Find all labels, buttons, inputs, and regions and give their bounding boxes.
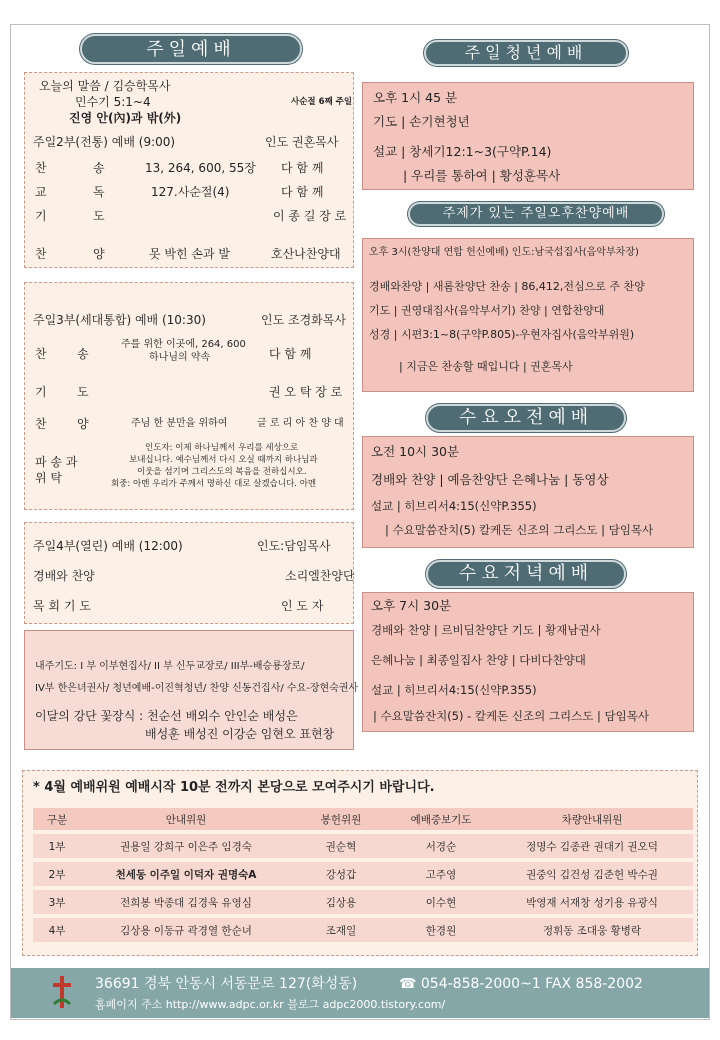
table-row [33,862,693,886]
praise-box [362,238,694,392]
wed-pm-line1: 경배와 찬양 | 르비딤찬양단 기도 | 황재남권사 [371,623,601,637]
roster-cell: 서경순 [391,834,491,858]
youth-sermon: 설교 | 창세기12:1~3(구약P.14) [373,144,552,159]
roster-cell: 고주영 [391,862,491,886]
roster-cell: 권중익 김건성 김준헌 박수권 [491,862,693,886]
today-side-note: 사순절 6째 주일 [291,97,353,107]
wed-pm-line3: 설교 | 히브리서4:15(신약P.355) [371,683,537,697]
roster-cell: 권순혁 [291,834,391,858]
roster-cell: 천세동 이주일 이덕자 권명숙A [81,862,291,886]
s3-prayer-b: 도 [77,385,89,399]
s2-row1-c: 13, 264, 600, 55장 [145,161,256,175]
s2-row4-b: 양 [93,247,105,261]
wednesday-pm-title: 수요저녁예배 [426,560,626,588]
service4-leader: 인도:담임목사 [257,539,331,553]
roster-cell: 4부 [33,918,81,942]
s4-row1-left: 경배와 찬양 [33,569,95,583]
wed-am-line1: 경배와 찬양 | 예음찬양단 은혜나눔 | 동영상 [371,472,609,487]
roster-header: 안내위원 [81,808,291,830]
roster-cell: 정휘동 조대웅 황병락 [491,918,693,942]
s2-row1-d: 다 함 께 [281,161,324,175]
s3-mission-a: 파 송 과 [35,455,78,469]
flowers-line1: 이달의 강단 꽃장식 : 천순선 배외수 안인순 배성은 [35,709,298,723]
s2-row3-a: 기 [35,209,47,223]
s3-mission-b: 위 탁 [35,471,62,485]
flowers-line2: 배성훈 배성진 이강순 임현오 표현창 [145,727,335,741]
s2-row4-c: 못 박힌 손과 발 [149,247,230,261]
roster-cell: 3부 [33,890,81,914]
service3-leader: 인도 조경화목사 [261,313,346,327]
s2-row1-b: 송 [93,161,105,175]
s3-mission-l1: 인도자: 이제 하나님께서 우리를 세상으로 [145,443,299,453]
roster-cell: 정명수 김종관 권대기 권오덕 [491,834,693,858]
s2-row1-a: 찬 [35,161,47,175]
s3-hymn-b: 송 [77,347,89,361]
praise-line3: 기도 | 권영대집사(음악부서기) 찬양 | 연합찬양대 [369,304,605,317]
s3-praise-a: 찬 [35,417,47,431]
wed-am-time: 오전 10시 30분 [371,444,460,459]
roster-cell: 한경원 [391,918,491,942]
s3-mission-l3: 이웃을 섬기며 그리스도의 복음을 전하십시오. [137,467,307,477]
s2-row3-d: 이 종 길 장 로 [273,209,347,223]
today-label: 오늘의 말씀 / 김승학목사 [39,79,171,93]
wed-am-box [362,436,694,548]
footer-website: 홈페이지 주소 http://www.adpc.or.kr 블로그 adpc2000.tistory.com/ [95,998,446,1011]
praise-line2: 경배와찬양 | 새롬찬양단 찬송 | 86,412,전심으로 주 찬양 [369,280,645,293]
service4-box [24,522,354,624]
s3-mission-l4: 회중: 아멘 우리가 주께서 명하신 대로 살겠습니다. 아멘 [111,479,317,489]
sunday-worship-title: 주일예배 [80,34,302,64]
roster-cell: 이수현 [391,890,491,914]
praise-line4: 성경 | 시편3:1~8(구약P.805)-우현자집사(음악부위원) [369,328,635,341]
s3-hymn-c2: 하나님의 약속 [149,352,211,363]
s3-prayer-d: 권 오 탁 장 로 [269,385,343,399]
s4-row2-right: 인 도 자 [281,599,324,613]
roster-header: 예배중보기도 [391,808,491,830]
roster-cell: 전희봉 박종대 김경욱 유영심 [81,890,291,914]
roster-notice: * 4월 예배위원 예배시작 10분 전까지 본당으로 모여주시기 바랍니다. [33,780,435,795]
s2-row2-c: 127.사순절(4) [151,185,230,199]
s2-row2-a: 교 [35,185,47,199]
roster-cell: 2부 [33,862,81,886]
youth-time: 오후 1시 45 분 [373,90,458,105]
s2-row2-d: 다 함 께 [281,185,324,199]
roster-cell: 김상용 이동규 곽경열 한순녀 [81,918,291,942]
s3-praise-b: 양 [77,417,89,431]
wed-am-line2: 설교 | 히브리서4:15(신약P.355) [371,499,537,513]
footer-address: 36691 경북 안동시 서동문로 127(화성동) [95,976,358,992]
roster-header: 봉헌위원 [291,808,391,830]
s3-prayer-a: 기 [35,385,47,399]
roster-cell: 1부 [33,834,81,858]
footer [11,968,709,1018]
youth-prayer: 기도 | 손기현청년 [373,114,470,129]
roster-cell: 박영재 서재창 성기용 유광식 [491,890,693,914]
roster-cell: 강성갑 [291,862,391,886]
table-row [33,834,693,858]
roster-header: 차량안내위원 [491,808,693,830]
s3-mission-l2: 보내십니다. 예수님께서 다시 오실 때까지 하나님과 [129,455,318,465]
youth-sermon-title: | 우리를 통하여 | 황성훈목사 [403,168,561,183]
service3-header: 주일3부(세대통합) 예배 (10:30) [33,313,206,327]
s3-praise-d: 글 로 리 아 찬 양 대 [257,418,344,429]
today-reference: 민수기 5:1~4 [75,95,151,109]
roster-cell: 권용일 강희구 이은주 임경숙 [81,834,291,858]
wed-am-line3: | 수요말씀잔치(5) 칼케돈 신조의 그리스도 | 담임목사 [385,523,654,537]
s2-row3-b: 도 [93,209,105,223]
wednesday-am-title: 수요오전예배 [426,404,626,432]
footer-phone: ☎ 054-858-2000~1 FAX 858-2002 [399,976,643,992]
wed-pm-line2: 은혜나눔 | 최종일집사 찬양 | 다비다찬양대 [371,653,586,667]
praise-line1: 오후 3시(찬양대 연합 헌신예배) 인도:남국섭집사(음악부차장) [369,247,639,258]
roster-header: 구분 [33,808,81,830]
s3-praise-c: 주님 한 분만을 위하여 [131,418,228,429]
today-sermon: 진영 안(內)과 밖(外) [69,111,182,125]
themed-praise-title: 주제가 있는 주일오후찬양예배 [408,202,664,226]
prayers-line2: IV부 한은녀권사/ 청년예배-이진혁청년/ 찬양 신동건집사/ 수요-장현숙권사 [35,683,359,694]
roster-cell: 조재일 [291,918,391,942]
prayers-line1: 내주기도: I 부 이부현집사/ II 부 신두교장로/ III부-배승룡장로/ [35,661,305,672]
service2-leader: 인도 권혼목사 [265,135,339,149]
s4-row1-right: 소리엘찬양단 [285,569,355,583]
prayers-box [24,630,359,750]
table-row [33,890,693,914]
praise-line5: | 지금은 찬송할 때입니다 | 권혼목사 [399,360,573,373]
roster-table [33,804,693,946]
s3-hymn-a: 찬 [35,347,47,361]
s3-hymn-d: 다 함 께 [269,347,312,361]
s3-hymn-c1: 주를 위한 이곳에, 264, 600 [121,339,246,350]
s4-row2-left: 목 회 기 도 [33,599,91,613]
youth-box [362,82,694,190]
service3-box [24,282,354,510]
wed-pm-box [362,592,694,732]
wed-pm-line4: | 수요말씀잔치(5) - 칼케돈 신조의 그리스도 | 담임목사 [373,709,649,723]
sunday-youth-title: 주일청년예배 [424,40,628,66]
service2-header: 주일2부(전통) 예배 (9:00) [33,135,176,149]
s2-row4-d: 호산나찬양대 [271,247,341,261]
s2-row4-a: 찬 [35,247,47,261]
table-row [33,918,693,942]
roster-header-row [33,808,693,830]
service4-header: 주일4부(열린) 예배 (12:00) [33,539,183,553]
wed-pm-time: 오후 7시 30분 [371,598,452,613]
service2-box [24,72,354,268]
s2-row2-b: 독 [93,185,105,199]
church-cross-logo-icon [51,974,73,1010]
roster-cell: 김상용 [291,890,391,914]
